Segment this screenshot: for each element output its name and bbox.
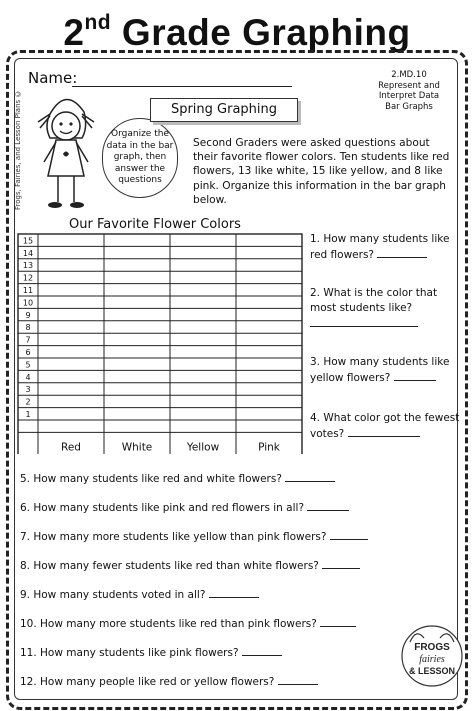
category-label: White — [121, 441, 153, 454]
y-tick-label: 13 — [22, 261, 34, 271]
grid-outline — [18, 234, 302, 454]
name-field[interactable] — [72, 86, 292, 87]
answer-blank[interactable] — [322, 558, 360, 569]
y-tick-label: 12 — [22, 273, 34, 283]
y-tick-label: 4 — [25, 372, 31, 382]
question-5 — [20, 471, 440, 487]
standard-line: Represent and — [378, 80, 440, 91]
answer-blank[interactable] — [307, 500, 349, 511]
y-tick-label: 11 — [22, 286, 34, 295]
y-tick-label: 9 — [25, 310, 31, 320]
prompt-line: their favorite flower colors. Ten students like red — [193, 151, 450, 164]
chart-title: Our Favorite Flower Colors — [69, 217, 241, 232]
prompt-line: flowers, 13 like white, 15 like yellow, and 8 like — [193, 165, 443, 178]
y-tick-label: 8 — [25, 323, 31, 333]
answer-blank[interactable] — [377, 247, 427, 258]
logo-text: fairies — [419, 654, 445, 665]
question-12 — [20, 674, 440, 690]
worksheet-title: Spring Graphing — [150, 98, 298, 122]
y-tick-label: 5 — [25, 360, 31, 370]
frogs-fairies-logo — [400, 622, 464, 692]
answer-blank[interactable] — [394, 370, 436, 381]
question-text: 12. How many people like red or yellow flowers? — [20, 676, 275, 688]
y-tick-label: 10 — [22, 298, 34, 308]
bubble-line: graph, then — [113, 152, 167, 162]
bubble-line: answer the — [114, 163, 166, 174]
question-text: red flowers? — [310, 249, 374, 261]
girl-illustration — [30, 88, 102, 218]
prompt-line: Second Graders were asked questions about — [193, 137, 430, 149]
question-3 — [310, 355, 460, 386]
question-8 — [20, 558, 440, 574]
name-label: Name: — [28, 69, 78, 87]
category-label: Yellow — [186, 441, 220, 454]
bar-graph-grid — [14, 232, 304, 454]
y-tick-label: 1 — [25, 410, 31, 419]
logo-text: FROGS — [414, 642, 450, 653]
category-label: Red — [61, 441, 81, 454]
question-text: most students like? — [310, 302, 413, 314]
y-tick-label: 14 — [22, 248, 34, 258]
question-10 — [20, 616, 440, 632]
title-ordinal: nd — [84, 11, 112, 34]
question-2 — [310, 286, 460, 332]
question-text: votes? — [310, 428, 345, 440]
question-1 — [310, 232, 460, 263]
question-text: 9. How many students voted in all? — [20, 589, 206, 601]
y-tick-label: 7 — [25, 335, 31, 345]
answer-blank[interactable] — [320, 616, 356, 627]
y-tick-label: 3 — [25, 385, 31, 395]
question-text: 3. How many students like — [310, 356, 450, 368]
answer-blank[interactable] — [285, 471, 335, 482]
question-11 — [20, 645, 440, 661]
standard-line: Interpret Data — [378, 91, 440, 101]
answer-blank[interactable] — [278, 674, 318, 685]
bubble-line: questions — [118, 175, 162, 185]
bubble-line: Organize the — [111, 129, 169, 139]
prompt-line: below. — [193, 193, 227, 206]
question-7 — [20, 529, 440, 545]
prompt-line: pink. Organize this information in the bar graph — [193, 179, 447, 192]
category-label: Pink — [258, 441, 280, 454]
bubble-line: data in the bar — [106, 140, 174, 151]
instruction-bubble — [102, 118, 178, 198]
y-tick-label: 6 — [25, 348, 31, 357]
question-text: 1. How many students like — [310, 233, 450, 245]
question-4 — [310, 411, 460, 442]
y-tick-label: 15 — [22, 236, 34, 246]
question-text: 10. How many more students like red than pink flowers? — [20, 618, 317, 630]
question-text: 2. What is the color that — [310, 287, 438, 299]
question-text: 8. How many fewer students like red than white flowers? — [20, 560, 319, 572]
question-9 — [20, 587, 440, 603]
title-number: 2 — [63, 12, 85, 53]
standard-line: Bar Graphs — [385, 101, 433, 112]
answer-blank[interactable] — [330, 529, 368, 540]
y-tick-label: 2 — [25, 397, 31, 407]
question-text: 7. How many more students like yellow than pink flowers? — [20, 531, 327, 543]
answer-blank[interactable] — [348, 426, 420, 437]
question-text: 6. How many students like pink and red flowers in all? — [20, 502, 305, 514]
question-text: 4. What color got the fewest — [310, 412, 460, 424]
word-problem-prompt — [193, 136, 458, 207]
question-6 — [20, 500, 440, 516]
question-text: yellow flowers? — [310, 372, 391, 384]
question-text: 5. How many students like red and white flowers? — [20, 473, 282, 485]
answer-blank[interactable] — [310, 316, 418, 327]
page-title — [0, 0, 474, 53]
question-text: 11. How many students like pink flowers? — [20, 647, 239, 659]
copyright-credit: Frogs, Fairies, and Lesson Plans © — [14, 89, 22, 211]
answer-blank[interactable] — [242, 645, 282, 656]
logo-text: & LESSON — [408, 666, 456, 676]
standard-box — [364, 70, 454, 112]
title-text: Grade Graphing — [111, 12, 411, 53]
standard-code: 2.MD.10 — [391, 70, 427, 80]
answer-blank[interactable] — [209, 587, 259, 598]
